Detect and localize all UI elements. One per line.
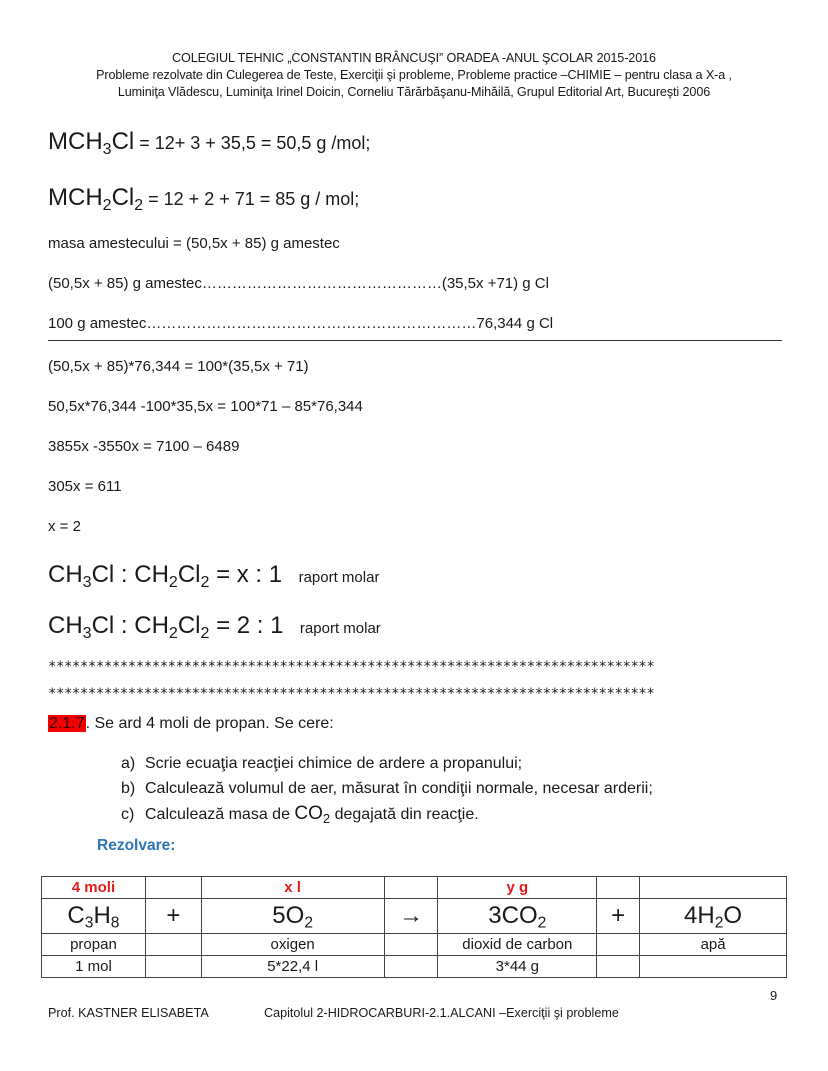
- ratio-note: raport molar: [298, 569, 380, 586]
- plus-sign: +: [597, 899, 640, 934]
- proportion-line-2: 100 g amestec…………………………………………………………76,344 g Cl: [48, 315, 554, 332]
- reaction-table: [41, 876, 787, 978]
- ratio-line-1: $CH_3Cl$ : $CH_2Cl_2 = x$ : 1 raport molar: [48, 561, 380, 591]
- table-row-given: [42, 877, 787, 899]
- footer-author: Prof. KASTNER ELISABETA: [48, 1006, 209, 1020]
- requirement-b: b) Calculează volumul de aer, măsurat în condiţii normale, necesar arderii;: [121, 780, 653, 797]
- equation-line-3: 3855x -3550x = 7100 – 6489: [48, 438, 240, 455]
- unknown-oxygen: x l: [201, 877, 384, 899]
- equation-line-4: 305x = 611: [48, 478, 122, 495]
- page-number: 9: [770, 988, 778, 1003]
- solution-label: Rezolvare:: [97, 837, 176, 854]
- proportion-line-1: (50,5x + 85) g amestec…………………………………………(35,5x +71) g Cl: [48, 275, 549, 292]
- table-row-formula: [42, 899, 787, 934]
- separator-stars-2: ****************************************************************************: [48, 686, 655, 702]
- ratio-line-2: $CH_3Cl$ : $CH_2Cl_2 = 2$ : 1 raport molar: [48, 612, 381, 642]
- molar-mass-ch2cl2: $MCH_2Cl_2 = 12 + 2 + 71 = 85$ g / mol;: [48, 184, 360, 214]
- header-source: Probleme rezolvate din Culegerea de Teste, Exerciţii şi probleme, Probleme practice –CHIMIE – pentru clasa a X-a ,: [96, 68, 732, 82]
- mixture-mass-line: masa amestecului = (50,5x + 85) g amestec: [48, 235, 340, 252]
- given-propane: 4 moli: [42, 877, 146, 899]
- ratio-value: x : 1: [236, 561, 283, 588]
- fraction-rule: [48, 340, 782, 341]
- table-row-names: propan oxigen dioxid de carbon apă: [42, 934, 787, 956]
- formula-oxygen: $5O_2$: [201, 899, 384, 934]
- header-authors: Luminiţa Vlădescu, Luminiţa Irinel Doicin, Corneliu Tărărbăşanu-Mihăilă, Grupul Editorial Art, Bucureşti 2006: [117, 85, 711, 99]
- formula-co2: $3CO_2$: [438, 899, 597, 934]
- separator-stars-1: ****************************************************************************: [48, 659, 655, 675]
- formula-propane: $C_3H_8$: [42, 899, 146, 934]
- problem-statement: 2.1.7. Se ard 4 moli de propan. Se cere:: [49, 715, 334, 732]
- problem-requirements: [121, 751, 653, 827]
- reaction-arrow-icon: →: [384, 899, 438, 934]
- requirement-a: a) Scrie ecuaţia reacţiei chimice de ardere a propanului;: [121, 755, 523, 772]
- ratio-note: raport molar: [299, 620, 381, 637]
- header-school: COLEGIUL TEHNIC „CONSTANTIN BRÂNCUŞI” ORADEA -ANUL ŞCOLAR 2015-2016: [172, 51, 656, 65]
- equation-line-5: x = 2: [48, 518, 81, 535]
- table-row-amounts: 1 mol 5*22,4 l 3*44 g: [42, 956, 787, 978]
- ratio-value: 2 : 1: [236, 612, 284, 639]
- requirement-c: c) Calculează masa de $CO_2$ degajată din reacţie.: [121, 803, 479, 826]
- plus-sign: +: [145, 899, 201, 934]
- footer-chapter: Capitolul 2-HIDROCARBURI-2.1.ALCANI –Exerciţii şi probleme: [264, 1006, 619, 1020]
- unknown-co2: y g: [438, 877, 597, 899]
- molar-mass-ch3cl: $MCH_3Cl = 12+ 3 + 35,5 = 50,5$ g /mol;: [48, 128, 371, 158]
- formula-water: $4H_2O$: [640, 899, 787, 934]
- equation-line-1: (50,5x + 85)*76,344 = 100*(35,5x + 71): [48, 358, 309, 375]
- problem-number-highlight: 2.1.7: [49, 715, 85, 732]
- equation-line-2: 50,5x*76,344 -100*35,5x = 100*71 – 85*76,344: [48, 398, 363, 415]
- document-header: [0, 50, 828, 101]
